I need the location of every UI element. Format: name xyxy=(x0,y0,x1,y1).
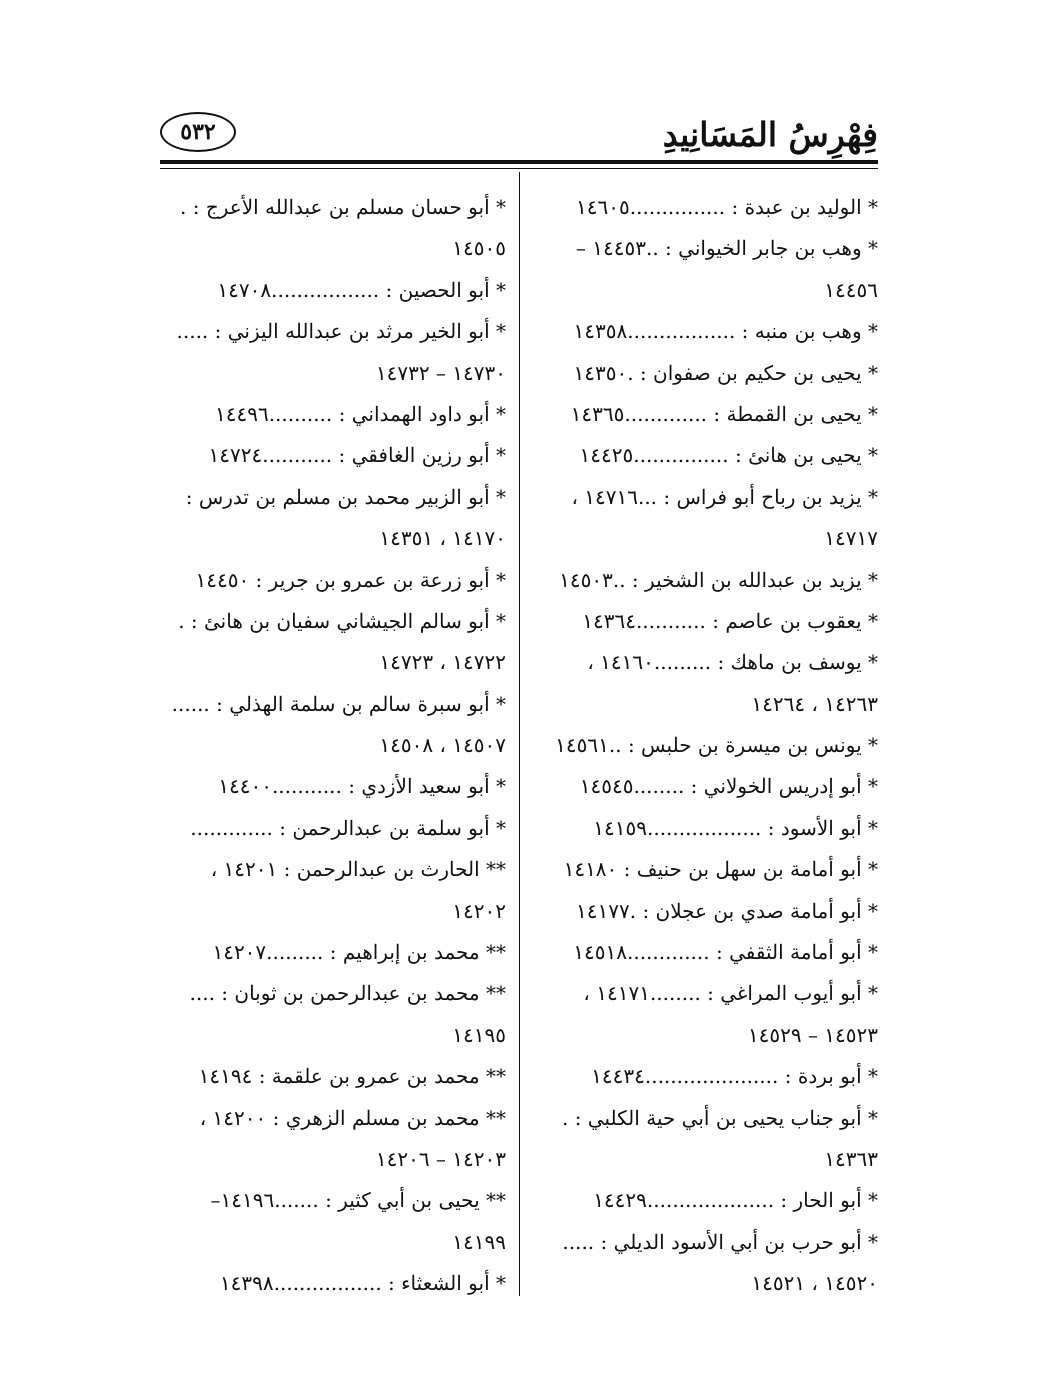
index-entry-line: * أبو الزبير محمد بن مسلم بن تدرس : xyxy=(185,484,506,509)
index-entry-line: ١٤٢٠٣ – ١٤٢٠٦ xyxy=(375,1146,506,1171)
index-entry-line: * أبو الخير مرثد بن عبدالله اليزني : ..... xyxy=(176,319,506,344)
index-entry-line: ١٤١٧٠ ، ١٤٣٥١ xyxy=(379,526,506,551)
index-entry-line: ** يحيى بن أبي كثير : .......١٤١٩٦– xyxy=(210,1188,506,1213)
index-entry-line: ١٤٥٢٠ ، ١٤٥٢١ xyxy=(751,1271,878,1296)
index-column-right xyxy=(532,187,878,1305)
index-entry-line: * يحيى بن القمطة : .............١٤٣٦٥ xyxy=(570,401,878,426)
index-entry-line: * أبو الأسود : ..................١٤١٥٩ xyxy=(593,815,878,840)
index-entry-line: ** الحارث بن عبدالرحمن : ١٤٢٠١ ، xyxy=(210,857,506,882)
index-entry-line: * أبو حرب بن أبي الأسود الديلي : ..... xyxy=(562,1229,878,1254)
index-entry-line: * يحيى بن هانئ : ...............١٤٤٢٥ xyxy=(579,443,878,468)
index-column-left xyxy=(162,187,506,1305)
index-entry-line: * أبو أمامة الثقفي : .............١٤٥١٨ xyxy=(573,940,878,965)
index-entry-line: * أبو سبرة سالم بن سلمة الهذلي : ...... xyxy=(171,691,506,716)
index-entry-line: * أبو الحار : ....................١٤٤٢٩ xyxy=(593,1188,878,1213)
index-entry-line: * يعقوب بن عاصم : ...........١٤٣٦٤ xyxy=(582,608,878,633)
index-entry-line: * أبو إدريس الخولاني : ........١٤٥٤٥ xyxy=(579,774,878,799)
index-entry-line: ١٤٥٢٣ – ١٤٥٢٩ xyxy=(747,1022,878,1047)
index-entry-line: * وهب بن جابر الخيواني : ..١٤٤٥٣ – xyxy=(575,236,878,261)
index-entry-line: ١٤٧٣٠ – ١٤٧٣٢ xyxy=(375,360,506,385)
index-entry-line: * أبو سلمة بن عبدالرحمن : ............. xyxy=(190,815,506,840)
index-entry-line: ١٤٧٢٢ ، ١٤٧٢٣ xyxy=(379,650,506,675)
header-rule-thin xyxy=(160,168,878,169)
index-entry-line: * يزيد بن عبدالله بن الشخير : ..١٤٥٠٣ xyxy=(559,567,878,592)
index-entry-line: * الوليد بن عبدة : ...............١٤٦٠٥ xyxy=(576,195,878,219)
index-entry-line: * أبو بردة : .....................١٤٤٣٤ xyxy=(591,1064,878,1089)
index-entry-line: ١٤١٩٥ xyxy=(452,1022,506,1047)
index-entry-line: * أبو أيوب المراغي : ........١٤١٧١ ، xyxy=(583,981,878,1006)
index-entry-line: ١٤٣٦٣ xyxy=(824,1146,878,1171)
index-entry-line: * أبو داود الهمداني : ..........١٤٤٩٦ xyxy=(214,401,506,426)
index-entry-line: ١٤٤٥٦ xyxy=(824,277,878,302)
index-entry-line: * أبو رزين الغافقي : ...........١٤٧٢٤ xyxy=(208,443,506,468)
index-entry-line: ١٤٢٦٣ ، ١٤٢٦٤ xyxy=(751,691,878,716)
index-entry-line: ** محمد بن مسلم الزهري : ١٤٢٠٠ ، xyxy=(199,1105,506,1130)
header-rule-thick xyxy=(160,160,878,164)
index-entry-line: * أبو زرعة بن عمرو بن جرير : ١٤٤٥٠ xyxy=(195,567,506,592)
index-entry-line: ١٤٥٠٧ ، ١٤٥٠٨ xyxy=(379,733,506,758)
page-title: فِهْرِسُ المَسَانِيدِ xyxy=(662,115,878,154)
index-entry-line: ** محمد بن عمرو بن علقمة : ١٤١٩٤ xyxy=(198,1064,506,1089)
index-entry-line: ١٤٥٠٥ xyxy=(452,236,506,261)
index-entry-line: * أبو أمامة صدي بن عجلان : .١٤١٧٧ xyxy=(576,898,878,923)
index-entry-line: ١٤٢٠٢ xyxy=(452,898,506,923)
index-entry-line: * يزيد بن رباح أبو فراس : ...١٤٧١٦ ، xyxy=(571,484,878,509)
index-entry-line: * أبو الشعثاء : .................١٤٣٩٨ xyxy=(219,1271,506,1296)
index-entry-line: ١٤١٩٩ xyxy=(452,1229,506,1254)
index-entry-line: * أبو أمامة بن سهل بن حنيف : ١٤١٨٠ xyxy=(563,857,878,882)
column-divider xyxy=(519,172,520,1296)
index-entry-line: * أبو جناب يحيى بن أبي حية الكلبي : . xyxy=(562,1105,878,1130)
index-entry-line: * يوسف بن ماهك : .........١٤١٦٠ ، xyxy=(587,650,878,675)
index-entry-line: * أبو الحصين : .................١٤٧٠٨ xyxy=(217,277,506,302)
index-entry-line: ** محمد بن إبراهيم : .........١٤٢٠٧ xyxy=(212,940,506,965)
index-entry-line: * يحيى بن حكيم بن صفوان : .١٤٣٥٠ xyxy=(573,360,878,385)
index-entry-line: * أبو سعيد الأزدي : ...........١٤٤٠٠ xyxy=(218,774,506,799)
page-number-badge: ٥٣٢ xyxy=(160,112,236,152)
index-entry-line: ١٤٧١٧ xyxy=(824,526,878,551)
index-entry-line: * يونس بن ميسرة بن حلبس : ..١٤٥٦١ xyxy=(555,733,878,758)
index-entry-line: * أبو حسان مسلم بن عبدالله الأعرج : . xyxy=(180,195,506,219)
index-entry-line: * وهب بن منبه : .................١٤٣٥٨ xyxy=(573,319,878,344)
index-entry-line: * أبو سالم الجيشاني سفيان بن هانئ : . xyxy=(178,608,506,633)
index-entry-line: ** محمد بن عبدالرحمن بن ثوبان : .... xyxy=(189,981,506,1006)
